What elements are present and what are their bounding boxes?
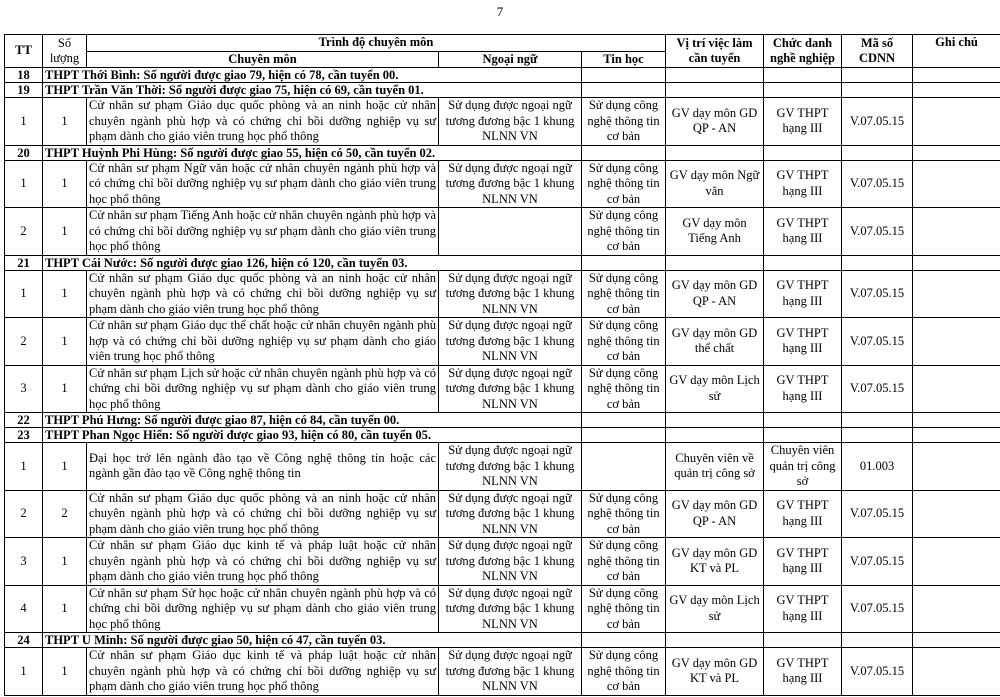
- specialty-cell: Cử nhân sư phạm Giáo dục quốc phòng và an ninh hoặc cử nhân chuyên ngành phù hợp và có chứng chỉ bồi dưỡng nghiệp vụ sư phạm dành cho giáo viên trung học phổ thông: [87, 98, 439, 146]
- section-empty-cell: [764, 633, 842, 648]
- header-tt: TT: [5, 35, 43, 68]
- it-skill-cell: Sử dụng công nghệ thông tin cơ bản: [582, 318, 666, 366]
- specialty-cell: Cử nhân sư phạm Tiếng Anh hoặc cử nhân chuyên ngành phù hợp và có chứng chỉ bồi dưỡng nghiệp vụ sư phạm dành cho giáo viên trung học phổ thông: [87, 208, 439, 256]
- section-empty-cell: [842, 83, 913, 98]
- section-empty-cell: [764, 255, 842, 270]
- section-title: THPT Phú Hưng: Số người được giao 87, hiện có 84, cần tuyển 00.: [43, 413, 582, 428]
- position-cell: GV dạy môn Tiếng Anh: [666, 208, 764, 256]
- table-row: [5, 270, 1000, 318]
- section-empty-cell: [582, 83, 666, 98]
- table-row: [5, 98, 1000, 146]
- section-row: [5, 145, 1000, 160]
- section-number: 18: [5, 68, 43, 83]
- section-title: THPT Cái Nước: Số người được giao 126, hiện có 120, cần tuyển 03.: [43, 255, 582, 270]
- code-cell: V.07.05.15: [842, 160, 913, 208]
- note-cell: [913, 648, 1000, 696]
- section-empty-cell: [582, 145, 666, 160]
- it-skill-cell: Sử dụng công nghệ thông tin cơ bản: [582, 160, 666, 208]
- code-cell: V.07.05.15: [842, 538, 913, 586]
- row-number-cell: 3: [5, 538, 43, 586]
- position-cell: GV dạy môn GD QP - AN: [666, 490, 764, 538]
- position-cell: GV dạy môn GD QP - AN: [666, 270, 764, 318]
- section-number: 19: [5, 83, 43, 98]
- section-row: [5, 428, 1000, 443]
- row-number-cell: 2: [5, 490, 43, 538]
- section-title: THPT Huỳnh Phi Hùng: Số người được giao 55, hiện có 50, cần tuyển 02.: [43, 145, 582, 160]
- specialty-cell: Cử nhân sư phạm Giáo dục quốc phòng và an ninh hoặc cử nhân chuyên ngành phù hợp và có chứng chỉ bồi dưỡng nghiệp vụ sư phạm dành cho giáo viên trung học phổ thông: [87, 490, 439, 538]
- row-number-cell: 2: [5, 208, 43, 256]
- job-title-cell: GV THPT hạng III: [764, 538, 842, 586]
- note-cell: [913, 318, 1000, 366]
- specialty-cell: Cử nhân sư phạm Sử học hoặc cử nhân chuyên ngành phù hợp và có chứng chỉ bồi dưỡng nghiệp vụ sư phạm dành cho giáo viên trung học phổ thông: [87, 585, 439, 633]
- position-cell: GV dạy môn GD QP - AN: [666, 98, 764, 146]
- it-skill-cell: Sử dụng công nghệ thông tin cơ bản: [582, 98, 666, 146]
- note-cell: [913, 490, 1000, 538]
- quantity-cell: 1: [43, 585, 87, 633]
- position-cell: GV dạy môn GD KT và PL: [666, 648, 764, 696]
- row-number-cell: 1: [5, 443, 43, 491]
- foreign-language-cell: Sử dụng được ngoại ngữ tương đương bậc 1 khung NLNN VN: [439, 585, 582, 633]
- section-empty-cell: [913, 145, 1000, 160]
- section-number: 20: [5, 145, 43, 160]
- section-row: [5, 83, 1000, 98]
- foreign-language-cell: [439, 208, 582, 256]
- section-title: THPT U Minh: Số người được giao 50, hiện có 47, cần tuyển 03.: [43, 633, 582, 648]
- note-cell: [913, 208, 1000, 256]
- job-title-cell: GV THPT hạng III: [764, 365, 842, 413]
- it-skill-cell: Sử dụng công nghệ thông tin cơ bản: [582, 270, 666, 318]
- section-empty-cell: [582, 68, 666, 83]
- header-trinh-do: Trình độ chuyên môn: [87, 35, 666, 52]
- section-empty-cell: [913, 83, 1000, 98]
- row-number-cell: 3: [5, 365, 43, 413]
- foreign-language-cell: Sử dụng được ngoại ngữ tương đương bậc 1 khung NLNN VN: [439, 270, 582, 318]
- section-number: 22: [5, 413, 43, 428]
- section-title: THPT Thới Bình: Số người được giao 79, hiện có 78, cần tuyển 00.: [43, 68, 582, 83]
- table-row: [5, 365, 1000, 413]
- position-cell: Chuyên viên về quản trị công sở: [666, 443, 764, 491]
- it-skill-cell: Sử dụng công nghệ thông tin cơ bản: [582, 365, 666, 413]
- section-empty-cell: [666, 428, 764, 443]
- header-chuc-danh: Chức danh nghề nghiệp: [764, 35, 842, 68]
- code-cell: V.07.05.15: [842, 98, 913, 146]
- it-skill-cell: Sử dụng công nghệ thông tin cơ bản: [582, 490, 666, 538]
- table-row: [5, 160, 1000, 208]
- page-number: 7: [496, 4, 504, 19]
- section-empty-cell: [582, 255, 666, 270]
- header-so-luong: Số lượng: [43, 35, 87, 68]
- section-empty-cell: [913, 413, 1000, 428]
- foreign-language-cell: Sử dụng được ngoại ngữ tương đương bậc 1 khung NLNN VN: [439, 490, 582, 538]
- code-cell: V.07.05.15: [842, 318, 913, 366]
- specialty-cell: Cử nhân sư phạm Ngữ văn hoặc cử nhân chuyên ngành phù hợp và có chứng chỉ bồi dưỡng nghiệp vụ sư phạm dành cho giáo viên trung học phổ thông: [87, 160, 439, 208]
- foreign-language-cell: Sử dụng được ngoại ngữ tương đương bậc 1 khung NLNN VN: [439, 443, 582, 491]
- section-empty-cell: [666, 255, 764, 270]
- job-title-cell: GV THPT hạng III: [764, 318, 842, 366]
- section-number: 24: [5, 633, 43, 648]
- table-row: [5, 443, 1000, 491]
- code-cell: V.07.05.15: [842, 208, 913, 256]
- specialty-cell: Cử nhân sư phạm Lịch sử hoặc cử nhân chuyên ngành phù hợp và có chứng chỉ bồi dưỡng nghiệp vụ sư phạm dành cho giáo viên trung học phổ thông: [87, 365, 439, 413]
- quantity-cell: 2: [43, 490, 87, 538]
- section-empty-cell: [913, 428, 1000, 443]
- header-ma-so: Mã số CDNN: [842, 35, 913, 68]
- quantity-cell: 1: [43, 538, 87, 586]
- job-title-cell: GV THPT hạng III: [764, 98, 842, 146]
- section-empty-cell: [913, 255, 1000, 270]
- job-title-cell: GV THPT hạng III: [764, 208, 842, 256]
- code-cell: V.07.05.15: [842, 270, 913, 318]
- header-chuyen-mon: Chuyên môn: [87, 51, 439, 68]
- quantity-cell: 1: [43, 318, 87, 366]
- header-ngoai-ngu: Ngoại ngữ: [439, 51, 582, 68]
- it-skill-cell: Sử dụng công nghệ thông tin cơ bản: [582, 585, 666, 633]
- section-row: [5, 413, 1000, 428]
- section-row: [5, 633, 1000, 648]
- position-cell: GV dạy môn Lịch sử: [666, 585, 764, 633]
- specialty-cell: Cử nhân sư phạm Giáo dục kinh tế và pháp luật hoặc cử nhân chuyên ngành phù hợp và có chứng chỉ bồi dưỡng nghiệp vụ sư phạm dành cho giáo viên trung học phổ thông: [87, 538, 439, 586]
- foreign-language-cell: Sử dụng được ngoại ngữ tương đương bậc 1 khung NLNN VN: [439, 98, 582, 146]
- job-title-cell: GV THPT hạng III: [764, 270, 842, 318]
- job-title-cell: GV THPT hạng III: [764, 160, 842, 208]
- section-row: [5, 255, 1000, 270]
- section-empty-cell: [842, 633, 913, 648]
- it-skill-cell: Sử dụng công nghệ thông tin cơ bản: [582, 538, 666, 586]
- note-cell: [913, 365, 1000, 413]
- code-cell: V.07.05.15: [842, 490, 913, 538]
- section-empty-cell: [842, 68, 913, 83]
- job-title-cell: Chuyên viên quản trị công sở: [764, 443, 842, 491]
- table-row: [5, 648, 1000, 696]
- section-empty-cell: [582, 428, 666, 443]
- section-empty-cell: [764, 145, 842, 160]
- section-empty-cell: [764, 428, 842, 443]
- section-empty-cell: [842, 145, 913, 160]
- quantity-cell: 1: [43, 648, 87, 696]
- section-empty-cell: [764, 68, 842, 83]
- table-row: [5, 318, 1000, 366]
- note-cell: [913, 160, 1000, 208]
- code-cell: V.07.05.15: [842, 648, 913, 696]
- note-cell: [913, 443, 1000, 491]
- row-number-cell: 1: [5, 98, 43, 146]
- specialty-cell: Cử nhân sư phạm Giáo dục quốc phòng và an ninh hoặc cử nhân chuyên ngành phù hợp và có chứng chỉ bồi dưỡng nghiệp vụ sư phạm dành cho giáo viên trung học phổ thông: [87, 270, 439, 318]
- specialty-cell: Đại học trở lên ngành đào tạo về Công nghệ thông tin hoặc các ngành gần đào tạo về Công nghệ thông tin: [87, 443, 439, 491]
- header-vi-tri: Vị trí việc làm cần tuyển: [666, 35, 764, 68]
- section-title: THPT Trần Văn Thời: Số người được giao 75, hiện có 69, cần tuyển 01.: [43, 83, 582, 98]
- section-empty-cell: [666, 145, 764, 160]
- section-empty-cell: [582, 413, 666, 428]
- row-number-cell: 2: [5, 318, 43, 366]
- quantity-cell: 1: [43, 98, 87, 146]
- table-row: [5, 538, 1000, 586]
- section-title: THPT Phan Ngọc Hiển: Số người được giao 93, hiện có 80, cần tuyển 05.: [43, 428, 582, 443]
- row-number-cell: 1: [5, 270, 43, 318]
- it-skill-cell: Sử dụng công nghệ thông tin cơ bản: [582, 648, 666, 696]
- position-cell: GV dạy môn Ngữ văn: [666, 160, 764, 208]
- row-number-cell: 4: [5, 585, 43, 633]
- section-empty-cell: [913, 633, 1000, 648]
- job-title-cell: GV THPT hạng III: [764, 490, 842, 538]
- section-empty-cell: [842, 428, 913, 443]
- section-empty-cell: [764, 413, 842, 428]
- position-cell: GV dạy môn GD thể chất: [666, 318, 764, 366]
- job-title-cell: GV THPT hạng III: [764, 585, 842, 633]
- job-title-cell: GV THPT hạng III: [764, 648, 842, 696]
- foreign-language-cell: Sử dụng được ngoại ngữ tương đương bậc 1 khung NLNN VN: [439, 318, 582, 366]
- note-cell: [913, 538, 1000, 586]
- code-cell: 01.003: [842, 443, 913, 491]
- section-number: 21: [5, 255, 43, 270]
- quantity-cell: 1: [43, 270, 87, 318]
- quantity-cell: 1: [43, 160, 87, 208]
- header-row-1: [5, 35, 1000, 52]
- specialty-cell: Cử nhân sư phạm Giáo dục kinh tế và pháp luật hoặc cử nhân chuyên ngành phù hợp và có chứng chỉ bồi dưỡng nghiệp vụ sư phạm dành cho giáo viên trung học phổ thông: [87, 648, 439, 696]
- row-number-cell: 1: [5, 648, 43, 696]
- foreign-language-cell: Sử dụng được ngoại ngữ tương đương bậc 1 khung NLNN VN: [439, 648, 582, 696]
- quantity-cell: 1: [43, 443, 87, 491]
- it-skill-cell: [582, 443, 666, 491]
- section-empty-cell: [666, 633, 764, 648]
- code-cell: V.07.05.15: [842, 585, 913, 633]
- quantity-cell: 1: [43, 208, 87, 256]
- section-empty-cell: [666, 68, 764, 83]
- it-skill-cell: Sử dụng công nghệ thông tin cơ bản: [582, 208, 666, 256]
- foreign-language-cell: Sử dụng được ngoại ngữ tương đương bậc 1 khung NLNN VN: [439, 365, 582, 413]
- position-cell: GV dạy môn Lịch sử: [666, 365, 764, 413]
- section-empty-cell: [842, 255, 913, 270]
- note-cell: [913, 98, 1000, 146]
- header-tin-hoc: Tin học: [582, 51, 666, 68]
- header-ghi-chu: Ghi chú: [913, 35, 1000, 68]
- recruitment-table: [4, 34, 1000, 696]
- note-cell: [913, 270, 1000, 318]
- section-number: 23: [5, 428, 43, 443]
- section-empty-cell: [582, 633, 666, 648]
- section-row: [5, 68, 1000, 83]
- foreign-language-cell: Sử dụng được ngoại ngữ tương đương bậc 1 khung NLNN VN: [439, 160, 582, 208]
- section-empty-cell: [842, 413, 913, 428]
- table-row: [5, 208, 1000, 256]
- foreign-language-cell: Sử dụng được ngoại ngữ tương đương bậc 1 khung NLNN VN: [439, 538, 582, 586]
- table-row: [5, 490, 1000, 538]
- quantity-cell: 1: [43, 365, 87, 413]
- section-empty-cell: [764, 83, 842, 98]
- table-row: [5, 585, 1000, 633]
- section-empty-cell: [913, 68, 1000, 83]
- specialty-cell: Cử nhân sư phạm Giáo dục thể chất hoặc cử nhân chuyên ngành phù hợp và có chứng chỉ bồi dưỡng nghiệp vụ sư phạm dành cho giáo viên trung học phổ thông: [87, 318, 439, 366]
- code-cell: V.07.05.15: [842, 365, 913, 413]
- table-body: [5, 68, 1000, 696]
- note-cell: [913, 585, 1000, 633]
- section-empty-cell: [666, 83, 764, 98]
- section-empty-cell: [666, 413, 764, 428]
- row-number-cell: 1: [5, 160, 43, 208]
- position-cell: GV dạy môn GD KT và PL: [666, 538, 764, 586]
